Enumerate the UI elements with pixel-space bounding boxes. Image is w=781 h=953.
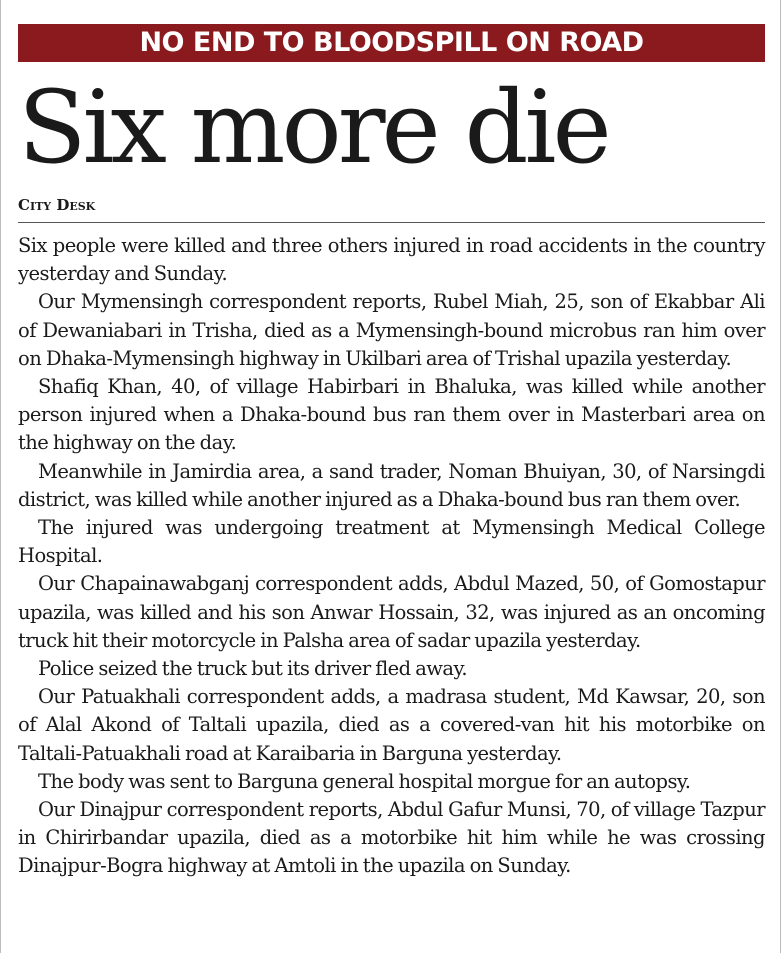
headline: Six more die [18,69,608,186]
byline-divider [18,222,765,223]
paragraph: Our Chapainawabganj correspondent adds, Abdul Mazed, 50, of Gomostapur upazila, was killed and his son Anwar Hossain, 32, was injured as an oncoming truck hit their motorcycle in Palsha area of sadar upazila yesterday. [18,572,765,652]
paragraph: The body was sent to Barguna general hospital morgue for an autopsy. [38,769,691,793]
byline: City Desk [18,196,96,214]
paragraph: Meanwhile in Jamirdia area, a sand trader, Noman Bhuiyan, 30, of Narsingdi district, was killed while another injured as a Dhaka-bound bus ran them over. [18,459,765,511]
paragraph: Our Patuakhali correspondent adds, a madrasa student, Md Kawsar, 20, son of Alal Akond of Taltali upazila, died as a covered-van hit his motorbike on Taltali-Patuakhali road at Karaibaria in Barguna yesterday. [18,685,765,765]
paragraph: Our Dinajpur correspondent reports, Abdul Gafur Munsi, 70, of village Tazpur in Chirirbandar upazila, died as a motorbike hit him while he was crossing Dinajpur-Bogra highway at Amtoli in the upazila on Sunday. [18,798,765,878]
paragraph: Police seized the truck but its driver fled away. [38,657,468,681]
article-body [18,232,765,881]
paragraph: Shafiq Khan, 40, of village Habirbari in Bhaluka, was killed while another person injured when a Dhaka-bound bus ran them over in Masterbari area on the highway on the day. [18,375,765,455]
paragraph: The injured was undergoing treatment at Mymensingh Medical College Hospital. [18,516,765,568]
paragraph: Six people were killed and three others injured in road accidents in the country yesterday and Sunday. [18,234,765,286]
kicker-banner: NO END TO BLOODSPILL ON ROAD [18,24,765,62]
paragraph: Our Mymensingh correspondent reports, Rubel Miah, 25, son of Ekabbar Ali of Dewaniabari in Trisha, died as a Mymensingh-bound microbus ran him over on Dhaka-Mymensingh highway in Ukilbari area of Trishal upazila yesterday. [18,290,765,370]
